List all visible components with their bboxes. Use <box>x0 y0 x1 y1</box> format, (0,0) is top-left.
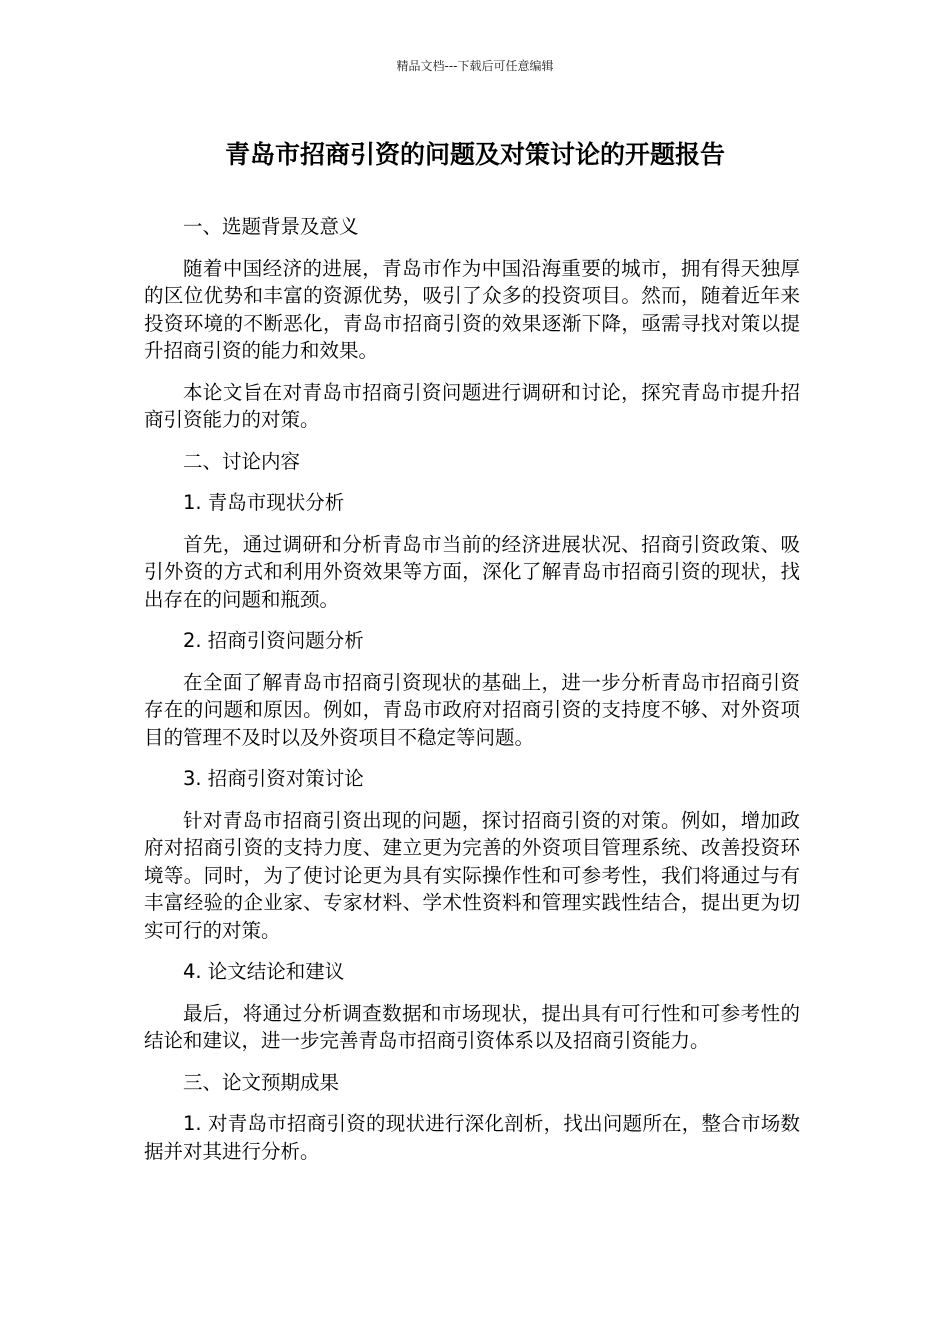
subheading-conclusion: 4. 论文结论和建议 <box>183 960 345 983</box>
paragraph-countermeasures: 针对青岛市招商引资出现的问题，探讨招商引资的对策。例如，增加政府对招商引资的支持力度、建立更为完善的外资项目管理系统、改善投资环境等。同时，为了使讨论更为具有实际操作性和可参考性，我们将通过与有丰富经验的企业家、专家材料、学术性资料和管理实践性结合，提出更为切实可行的对策。 <box>144 808 800 942</box>
paragraph-background: 随着中国经济的进展，青岛市作为中国沿海重要的城市，拥有得天独厚的区位优势和丰富的资源优势，吸引了众多的投资项目。然而，随着近年来投资环境的不断恶化，青岛市招商引资的效果逐渐下降，亟需寻找对策以提升招商引资的能力和效果。 <box>144 256 800 362</box>
section-heading-background: 一、选题背景及意义 <box>183 215 359 238</box>
subheading-status-analysis: 1. 青岛市现状分析 <box>183 491 345 514</box>
paragraph-purpose: 本论文旨在对青岛市招商引资问题进行调研和讨论，探究青岛市提升招商引资能力的对策。 <box>144 380 800 431</box>
paragraph-problem-analysis: 在全面了解青岛市招商引资现状的基础上，进一步分析青岛市招商引资存在的问题和原因。例如，青岛市政府对招商引资的支持度不够、对外资项目的管理不及时以及外资项目不稳定等问题。 <box>144 670 800 749</box>
document-body <box>144 213 800 1179</box>
paragraph-conclusion: 最后，将通过分析调查数据和市场现状，提出具有可行性和可参考性的结论和建议，进一步完善青岛市招商引资体系以及招商引资能力。 <box>144 1001 800 1052</box>
paragraph-outcome-1: 1. 对青岛市招商引资的现状进行深化剖析，找出问题所在，整合市场数据并对其进行分析。 <box>144 1112 800 1163</box>
section-heading-content: 二、讨论内容 <box>183 449 301 473</box>
subheading-problem-analysis: 2. 招商引资问题分析 <box>183 629 364 652</box>
document-title: 青岛市招商引资的问题及对策讨论的开题报告 <box>224 140 725 169</box>
subheading-countermeasures: 3. 招商引资对策讨论 <box>183 767 364 790</box>
section-heading-outcomes: 三、论文预期成果 <box>183 1070 340 1094</box>
paragraph-status-analysis: 首先，通过调研和分析青岛市当前的经济进展状况、招商引资政策、吸引外资的方式和利用外资效果等方面，深化了解青岛市招商引资的现状，找出存在的问题和瓶颈。 <box>144 532 800 611</box>
header-note: 精品文档---下载后可任意编辑 <box>396 59 554 73</box>
